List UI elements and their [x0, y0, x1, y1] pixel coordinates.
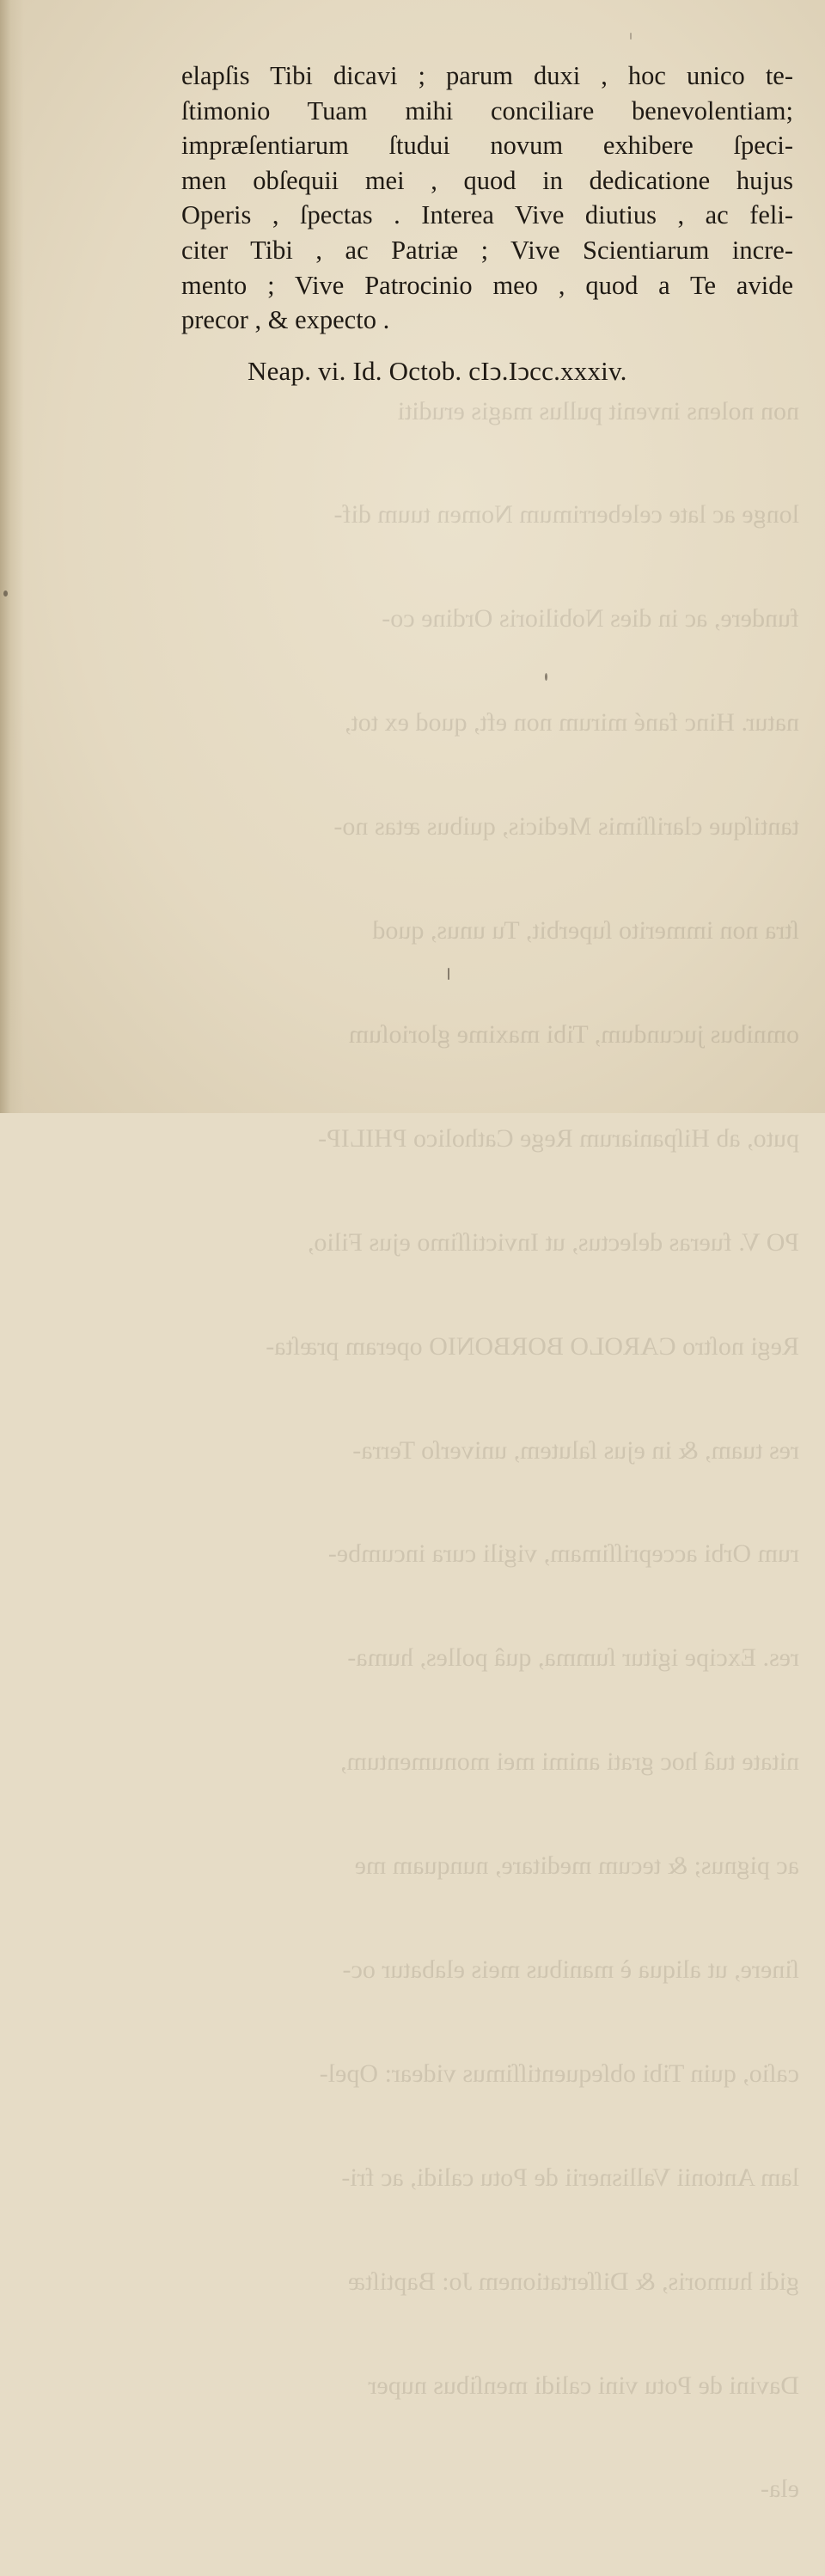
bleed-line: omnibus jucundum, Tibi maxime glorioſum [348, 1019, 799, 1049]
bleed-line: ac pignus; & tecum meditare, nunquam me [354, 1851, 799, 1881]
body-line: Operis , ſpectas . Interea Vive diutius , ac feli- [181, 200, 793, 230]
bleed-line: lam Antonii Vallisnerii de Potu calidi, ac fri- [341, 2163, 799, 2192]
paper-speck [448, 968, 449, 980]
bleed-line: ela- [761, 2475, 799, 2504]
bleed-line: caſio, quin Tibi obſequentiſſimus videar: Opel- [319, 2059, 799, 2088]
bleed-line: Davini de Potu vini calidi menſibus nuper [368, 2371, 799, 2400]
bleed-line: puto, ab Hiſpaniarum Rege Catholico PHILIP- [318, 1123, 799, 1153]
page-gutter-shadow [0, 0, 24, 1113]
bleed-line: natur. Hinc fané mirum non eft, quod ex tot, [344, 708, 799, 737]
bleed-line: non nolens invenit pullus magis eruditi [397, 396, 799, 425]
bleed-line: nitate tuâ hoc grati animi mei monumentum, [339, 1747, 799, 1777]
dedication-body [181, 58, 793, 338]
body-line: precor , & expecto . [181, 305, 390, 335]
paper-speck [630, 33, 632, 40]
body-line: elapſis Tibi dicavi ; parum duxi , hoc unico te- [181, 61, 793, 90]
body-line: impræſentiarum ſtudui novum exhibere ſpeci- [181, 131, 793, 161]
bleed-line: ſinere, ut aliqua è manibus meis elabatur oc- [342, 1955, 799, 1984]
bleed-line: res. Excipe igitur ſumma, quâ polles, huma- [347, 1643, 799, 1673]
bleed-line: Regi noſtro CAROLO BORBONIO operam præſta- [266, 1331, 799, 1361]
body-line: citer Tibi , ac Patriæ ; Vive Scientiarum incre- [181, 235, 793, 265]
bleed-line: rum Orbi accepriſſimam, vigili cura incumbe- [327, 1539, 799, 1569]
bleed-line: ſtra non immerito ſuperbit, Tu unus, quod [372, 916, 799, 945]
bleed-line: tantiſque clariſſimis Medicis, quibus ætas no- [333, 812, 799, 841]
date-signoff: Neap. vi. Id. Octob. cIↄ.Iↄcc.xxxiv. [248, 356, 627, 386]
body-line: ſtimonio Tuam mihi conciliare benevolentiam; [181, 95, 793, 125]
bleed-line: PO V. fueras delectus, ut Invictiſſimo ejus Filio, [307, 1227, 799, 1257]
bleed-line: fundere, ac in dies Nobilioris Ordine co- [382, 604, 799, 633]
body-line: men obſequii mei , quod in dedicatione hujus [181, 165, 793, 195]
paper-speck [3, 590, 8, 597]
bleed-line: longe ac late celeberrimum Nomen tuum dif- [333, 500, 799, 529]
paper-speck [545, 673, 547, 681]
bleed-through-text [172, 325, 799, 2576]
bleed-line: gidi humoris, & Diſſertationem Jo: Baptiſtæ [348, 2267, 799, 2296]
body-line: mento ; Vive Patrocinio meo , quod a Te avide [181, 270, 793, 300]
bleed-line: res tuam, & in ejus ſalutem, univerſo Terra- [352, 1435, 799, 1465]
